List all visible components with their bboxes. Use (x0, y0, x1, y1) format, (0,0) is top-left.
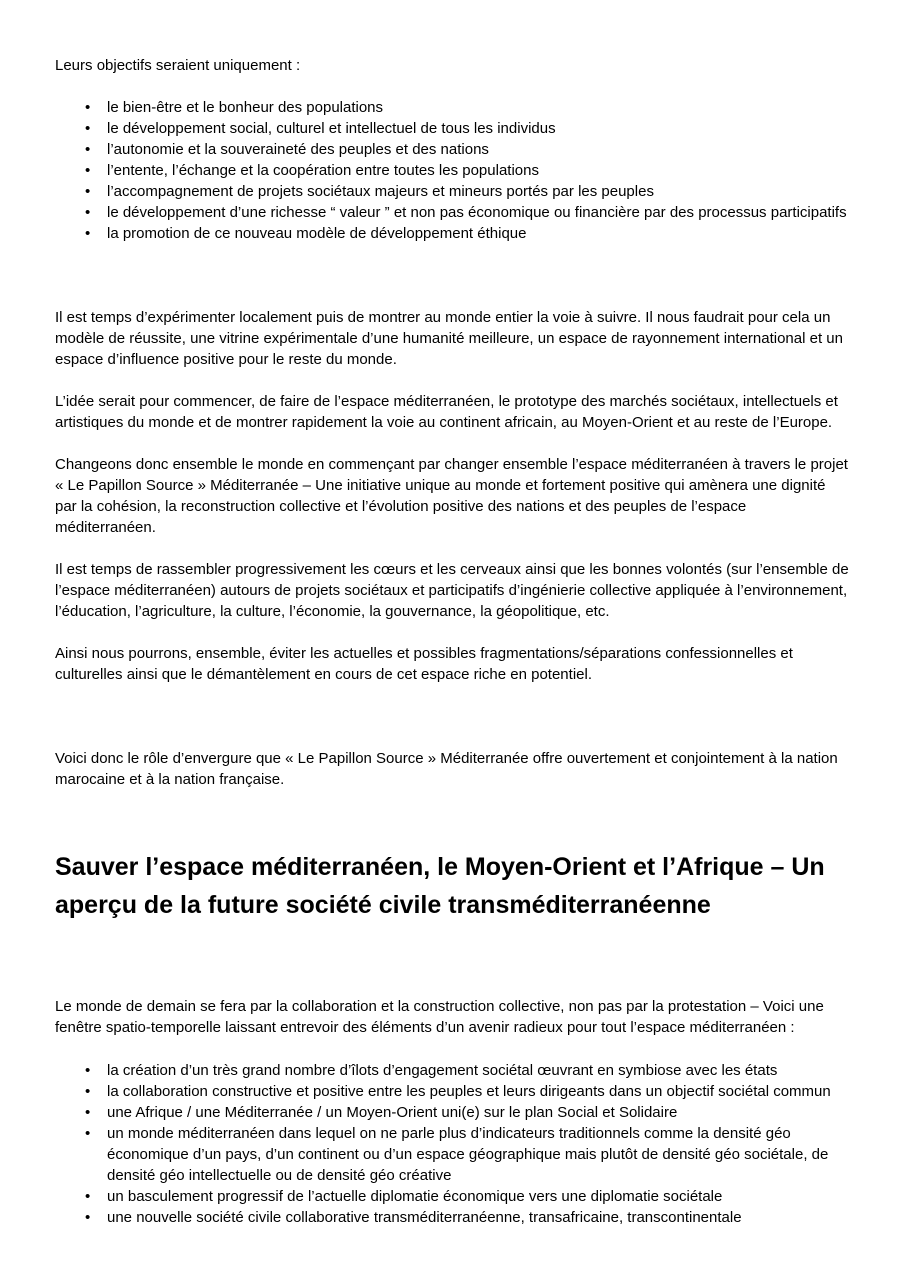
paragraph-rassembler: Il est temps de rassembler progressivement les cœurs et les cerveaux ainsi que les bonnes volontés (sur l’ensemble de l’espace méditerranéen) autours de projets sociétaux et participatifs d’ingénierie collective appliquée à l’environnement, l’éducation, l’agriculture, la culture, l’économie, la gouvernance, la géopolitique, etc. (55, 561, 849, 620)
list-item: • la collaboration constructive et positive entre les peuples et leurs dirigeants dans un objectif sociétal commun (55, 1081, 850, 1102)
future-lead-paragraph: Le monde de demain se fera par la collaboration et la construction collective, non pas par la protestation – Voici une fenêtre spatio-temporelle laissant entrevoir des éléments d’un avenir radieux pour tout l’espace méditerranéen : (55, 998, 824, 1036)
list-item: • le bien-être et le bonheur des populations (55, 97, 850, 118)
list-item: • l’accompagnement de projets sociétaux majeurs et mineurs portés par les peuples (55, 181, 850, 202)
list-item: • l’entente, l’échange et la coopération entre toutes les populations (55, 160, 850, 181)
future-list (55, 1060, 850, 1228)
paragraph-voici: Voici donc le rôle d’envergure que « Le Papillon Source » Méditerranée offre ouvertement et conjointement à la nation marocaine et à la nation française. (55, 750, 838, 788)
list-item: • le développement d’une richesse “ valeur ” et non pas économique ou financière par des processus participatifs (55, 202, 850, 223)
list-item: • la création d’un très grand nombre d’îlots d’engagement sociétal œuvrant en symbiose avec les états (55, 1060, 850, 1081)
paragraph-changeons: Changeons donc ensemble le monde en commençant par changer ensemble l’espace méditerranéen à travers le projet « Le Papillon Source » Méditerranée – Une initiative unique au monde et fortement positive qui amènera une dignité par la cohésion, la reconstruction collective et l’évolution positive des nations et des peuples de l’espace méditerranéen. (55, 456, 848, 536)
paragraph-idee: L’idée serait pour commencer, de faire de l’espace méditerranéen, le prototype des marchés sociétaux, intellectuels et artistiques du monde et de montrer rapidement la voie au continent africain, au Moyen-Orient et au reste de l’Europe. (55, 393, 838, 431)
list-item: • le développement social, culturel et intellectuel de tous les individus (55, 118, 850, 139)
list-item: • une Afrique / une Méditerranée / un Moyen-Orient uni(e) sur le plan Social et Solidaire (55, 1102, 850, 1123)
list-item: • la promotion de ce nouveau modèle de développement éthique (55, 223, 850, 244)
list-item: • l’autonomie et la souveraineté des peuples et des nations (55, 139, 850, 160)
list-item: • un basculement progressif de l’actuelle diplomatie économique vers une diplomatie sociétale (55, 1186, 850, 1207)
paragraph-ainsi: Ainsi nous pourrons, ensemble, éviter les actuelles et possibles fragmentations/séparations confessionnelles et culturelles ainsi que le démantèlement en cours de cet espace riche en potentiel. (55, 645, 793, 683)
objectives-list (55, 97, 850, 244)
list-item: • un monde méditerranéen dans lequel on ne parle plus d’indicateurs traditionnels comme la densité géo économique d’un pays, d’un continent ou d’un espace géographique mais plutôt de densité géo sociétale, de densité géo intellectuelle ou de densité géo créative (55, 1123, 850, 1186)
list-item: • une nouvelle société civile collaborative transméditerranéenne, transafricaine, transcontinentale (55, 1207, 850, 1228)
intro-lead-paragraph: Leurs objectifs seraient uniquement : (55, 57, 301, 74)
section-heading: Sauver l’espace méditerranéen, le Moyen-Orient et l’Afrique – Un aperçu de la future société civile transméditerranéenne (55, 853, 825, 919)
paragraph-experimenter: Il est temps d’expérimenter localement puis de montrer au monde entier la voie à suivre. Il nous faudrait pour cela un modèle de réussite, une vitrine expérimentale d’une humanité meilleure, un espace de rayonnement international et un espace d’influence positive pour le reste du monde. (55, 309, 843, 368)
